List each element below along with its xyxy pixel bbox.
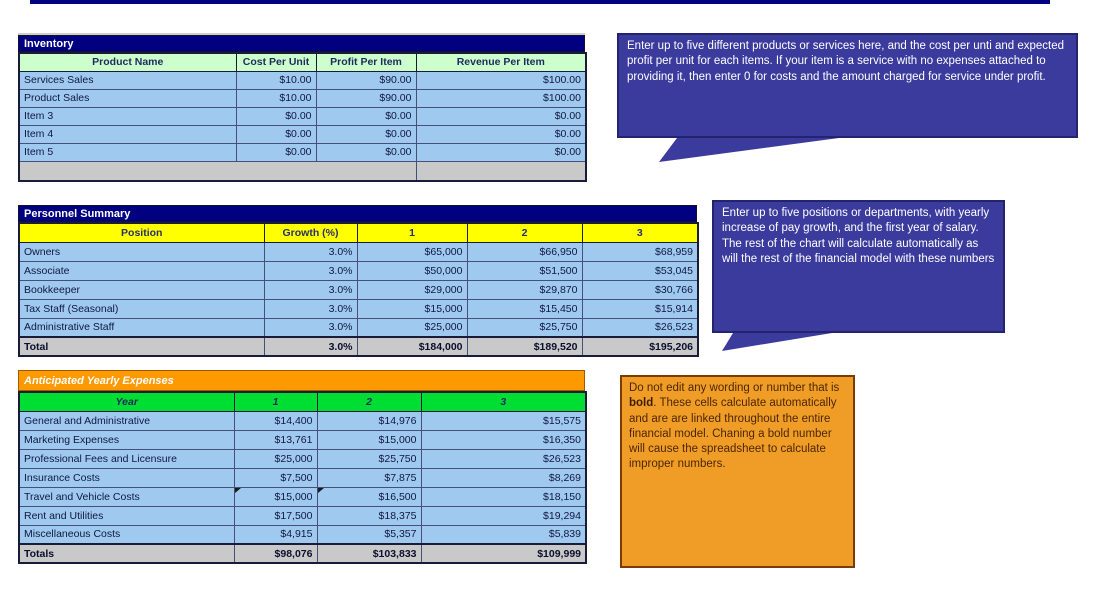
total-growth-cell[interactable]: 3.0% — [264, 337, 357, 356]
total-year3-cell[interactable]: $109,999 — [421, 544, 586, 563]
table-row — [19, 411, 586, 430]
total-row — [19, 337, 698, 356]
inventory-callout-text: Enter up to five different products or services here, and the cost per unti and expected profit per unit for each items. If your item is a service with no expenses attached to providing it, then enter 0 for costs and the amount charged for service under profit. — [627, 40, 1065, 83]
blank-cell[interactable] — [19, 161, 416, 181]
expenses-header-row — [19, 392, 586, 411]
column-header[interactable]: Revenue Per Item — [416, 53, 586, 71]
inventory-header-row — [19, 53, 586, 71]
profit-cell[interactable]: $0.00 — [316, 107, 416, 125]
year2-cell[interactable]: $5,357 — [317, 525, 421, 544]
year1-cell[interactable]: $25,000 — [357, 318, 467, 337]
year3-cell[interactable]: $15,914 — [582, 299, 698, 318]
year3-cell[interactable]: $53,045 — [582, 261, 698, 280]
profit-cell[interactable]: $0.00 — [316, 143, 416, 161]
cost-cell[interactable]: $0.00 — [236, 107, 316, 125]
total-year1-cell[interactable]: $98,076 — [234, 544, 317, 563]
product-name-cell[interactable]: Product Sales — [19, 89, 236, 107]
year1-cell[interactable]: $17,500 — [234, 506, 317, 525]
year1-cell[interactable]: $14,400 — [234, 411, 317, 430]
warning-text-bold: bold — [629, 397, 654, 410]
inventory-callout — [617, 33, 1078, 138]
revenue-cell[interactable]: $0.00 — [416, 125, 586, 143]
column-header[interactable]: Profit Per Item — [316, 53, 416, 71]
cost-cell[interactable]: $0.00 — [236, 125, 316, 143]
revenue-cell[interactable]: $100.00 — [416, 89, 586, 107]
blank-cell[interactable] — [416, 161, 586, 181]
expense-label-cell[interactable]: Professional Fees and Licensure — [19, 449, 234, 468]
revenue-cell[interactable]: $100.00 — [416, 71, 586, 89]
year3-cell[interactable]: $26,523 — [421, 449, 586, 468]
year2-cell[interactable]: $25,750 — [467, 318, 582, 337]
table-row — [19, 525, 586, 544]
total-label-cell[interactable]: Totals — [19, 544, 234, 563]
year1-cell[interactable]: $7,500 — [234, 468, 317, 487]
table-row — [19, 430, 586, 449]
revenue-cell[interactable]: $0.00 — [416, 143, 586, 161]
total-label-cell[interactable]: Total — [19, 337, 264, 356]
profit-cell[interactable]: $0.00 — [316, 125, 416, 143]
expenses-table — [18, 370, 585, 564]
cost-cell[interactable]: $10.00 — [236, 71, 316, 89]
year3-cell[interactable]: $68,959 — [582, 242, 698, 261]
cost-cell[interactable]: $0.00 — [236, 143, 316, 161]
product-name-cell[interactable]: Item 4 — [19, 125, 236, 143]
table-row — [19, 468, 586, 487]
table-row — [19, 299, 698, 318]
position-cell[interactable]: Owners — [19, 242, 264, 261]
total-row — [19, 544, 586, 563]
year2-cell[interactable]: $51,500 — [467, 261, 582, 280]
expense-label-cell[interactable]: Marketing Expenses — [19, 430, 234, 449]
blank-total-row — [19, 161, 586, 181]
year3-cell[interactable]: $30,766 — [582, 280, 698, 299]
year1-cell[interactable]: $29,000 — [357, 280, 467, 299]
personnel-table — [18, 205, 697, 357]
top-divider-line — [30, 0, 1050, 4]
table-row — [19, 71, 586, 89]
inventory-table — [18, 33, 585, 182]
year2-cell[interactable]: $7,875 — [317, 468, 421, 487]
column-header[interactable]: Cost Per Unit — [236, 53, 316, 71]
expense-label-cell[interactable]: Insurance Costs — [19, 468, 234, 487]
column-header[interactable]: Year — [19, 392, 234, 411]
year2-cell-with-comment[interactable]: $16,500 — [317, 487, 421, 506]
profit-cell[interactable]: $90.00 — [316, 89, 416, 107]
year2-cell[interactable]: $15,450 — [467, 299, 582, 318]
table-row — [19, 89, 586, 107]
year2-cell[interactable]: $14,976 — [317, 411, 421, 430]
column-header[interactable]: Product Name — [19, 53, 236, 71]
year2-cell[interactable]: $18,375 — [317, 506, 421, 525]
product-name-cell[interactable]: Item 5 — [19, 143, 236, 161]
table-row — [19, 449, 586, 468]
year3-cell[interactable]: $8,269 — [421, 468, 586, 487]
growth-cell[interactable]: 3.0% — [264, 261, 357, 280]
table-row — [19, 506, 586, 525]
column-header[interactable]: 2 — [467, 223, 582, 242]
total-year1-cell[interactable]: $184,000 — [357, 337, 467, 356]
expense-label-cell[interactable]: General and Administrative — [19, 411, 234, 430]
warning-text-before: Do not edit any wording or number that is — [629, 382, 840, 394]
year2-cell[interactable]: $29,870 — [467, 280, 582, 299]
revenue-cell[interactable]: $0.00 — [416, 107, 586, 125]
product-name-cell[interactable]: Services Sales — [19, 71, 236, 89]
table-row — [19, 242, 698, 261]
table-row — [19, 143, 586, 161]
year1-cell[interactable]: $65,000 — [357, 242, 467, 261]
position-cell[interactable]: Associate — [19, 261, 264, 280]
year2-cell[interactable]: $15,000 — [317, 430, 421, 449]
table-row — [19, 318, 698, 337]
expense-label-cell[interactable]: Travel and Vehicle Costs — [19, 487, 234, 506]
table-row — [19, 487, 586, 506]
inventory-title-bar[interactable]: Inventory — [18, 35, 585, 52]
position-cell[interactable]: Tax Staff (Seasonal) — [19, 299, 264, 318]
year3-cell[interactable]: $19,294 — [421, 506, 586, 525]
column-header[interactable]: 3 — [582, 223, 698, 242]
callout-tail — [722, 333, 832, 351]
growth-cell[interactable]: 3.0% — [264, 280, 357, 299]
year1-cell-with-comment[interactable]: $15,000 — [234, 487, 317, 506]
year1-cell[interactable]: $4,915 — [234, 525, 317, 544]
column-header[interactable]: Position — [19, 223, 264, 242]
growth-cell[interactable]: 3.0% — [264, 242, 357, 261]
year3-cell[interactable]: $26,523 — [582, 318, 698, 337]
personnel-callout — [712, 200, 1005, 333]
growth-cell[interactable]: 3.0% — [264, 299, 357, 318]
warning-callout — [620, 375, 855, 568]
callout-tail — [659, 138, 839, 162]
column-header[interactable]: 1 — [357, 223, 467, 242]
table-row — [19, 280, 698, 299]
year3-cell[interactable]: $18,150 — [421, 487, 586, 506]
column-header[interactable]: 1 — [234, 392, 317, 411]
personnel-header-row — [19, 223, 698, 242]
year2-cell[interactable]: $66,950 — [467, 242, 582, 261]
column-header[interactable]: Growth (%) — [264, 223, 357, 242]
table-row — [19, 125, 586, 143]
warning-text-after: . These cells calculate automatically and are are linked throughout the entire financial model. Chaning a bold number will cause the spreadsheet to calculate improper numbers. — [629, 397, 837, 471]
total-year2-cell[interactable]: $103,833 — [317, 544, 421, 563]
table-row — [19, 107, 586, 125]
profit-cell[interactable]: $90.00 — [316, 71, 416, 89]
cost-cell[interactable]: $10.00 — [236, 89, 316, 107]
total-year2-cell[interactable]: $189,520 — [467, 337, 582, 356]
column-header[interactable]: 2 — [317, 392, 421, 411]
year3-cell[interactable]: $5,839 — [421, 525, 586, 544]
personnel-title-bar[interactable]: Personnel Summary — [18, 205, 697, 222]
total-year3-cell[interactable]: $195,206 — [582, 337, 698, 356]
expenses-title-bar[interactable]: Anticipated Yearly Expenses — [18, 370, 585, 391]
growth-cell[interactable]: 3.0% — [264, 318, 357, 337]
year1-cell[interactable]: $25,000 — [234, 449, 317, 468]
year3-cell[interactable]: $16,350 — [421, 430, 586, 449]
personnel-callout-text: Enter up to five positions or departments, with yearly increase of pay growth, and the first year of salary. The rest of the chart will calculate automatically as will the rest of the financial model with these numbers — [722, 207, 995, 265]
product-name-cell[interactable]: Item 3 — [19, 107, 236, 125]
year3-cell[interactable]: $15,575 — [421, 411, 586, 430]
position-cell[interactable]: Administrative Staff — [19, 318, 264, 337]
column-header[interactable]: 3 — [421, 392, 586, 411]
year2-cell[interactable]: $25,750 — [317, 449, 421, 468]
year1-cell[interactable]: $13,761 — [234, 430, 317, 449]
position-cell[interactable]: Bookkeeper — [19, 280, 264, 299]
year1-cell[interactable]: $50,000 — [357, 261, 467, 280]
expense-label-cell[interactable]: Miscellaneous Costs — [19, 525, 234, 544]
expense-label-cell[interactable]: Rent and Utilities — [19, 506, 234, 525]
table-row — [19, 261, 698, 280]
year1-cell[interactable]: $15,000 — [357, 299, 467, 318]
